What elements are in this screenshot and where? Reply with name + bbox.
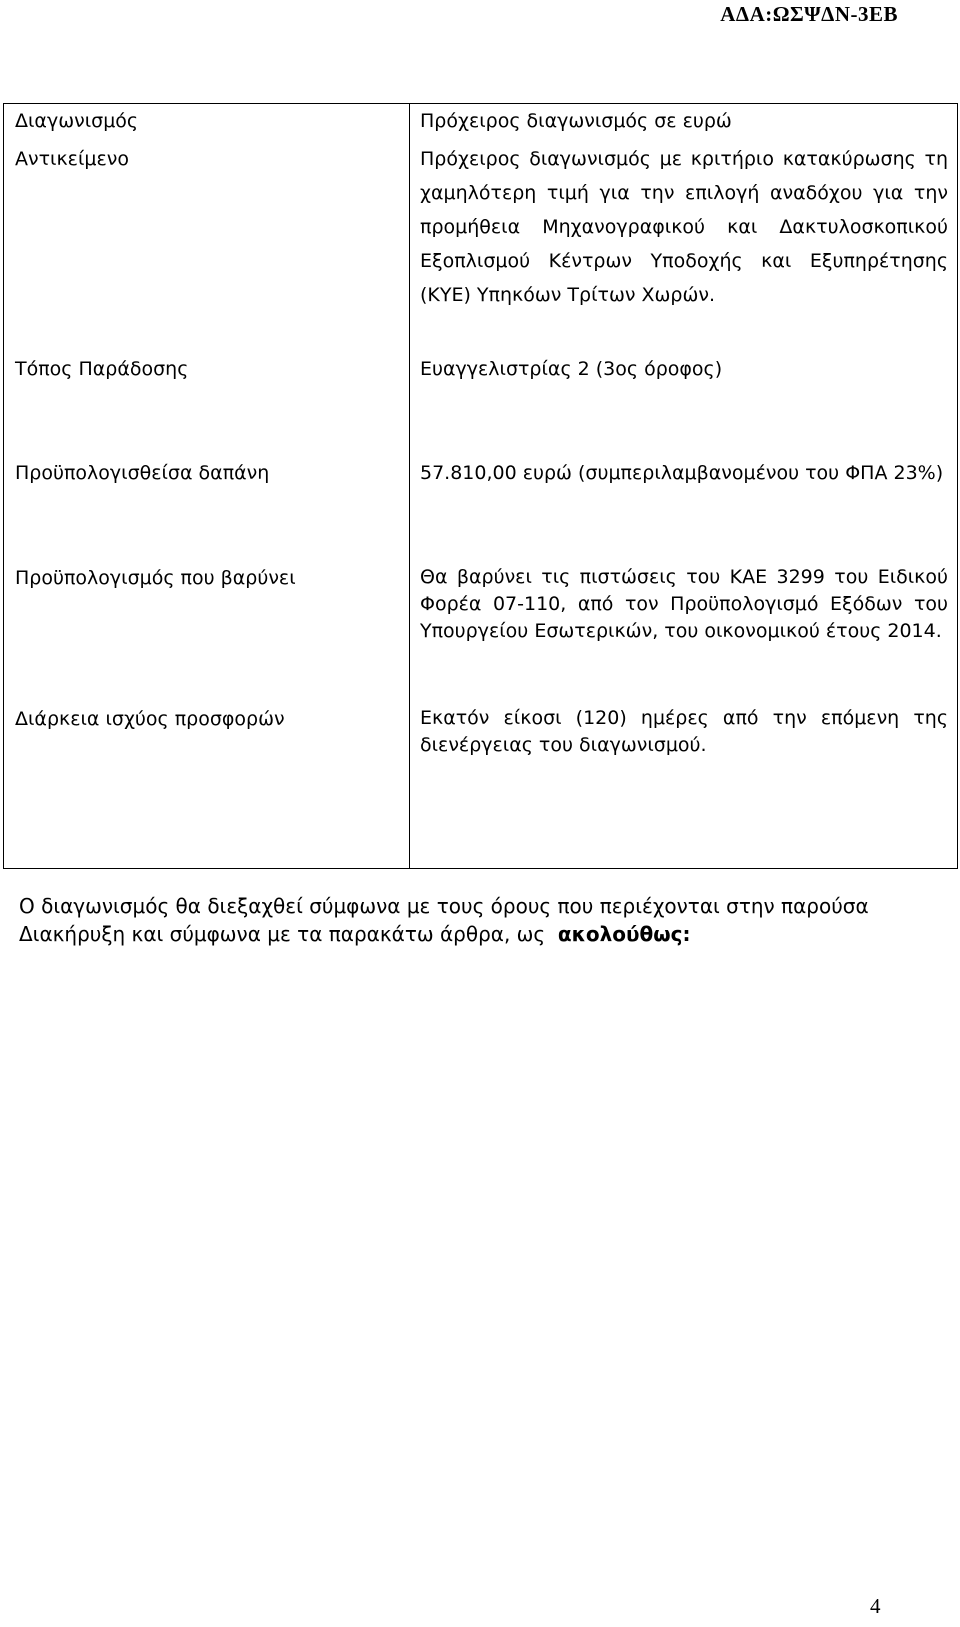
label-offer-validity: Διάρκεια ισχύος προσφορών (15, 708, 285, 730)
label-delivery-place: Τόπος Παράδοσης (15, 358, 189, 380)
value-offer-validity: Εκατόν είκοσι (120) ημέρες από την επόμενη της διενέργειας του διαγωνισμού. (420, 707, 948, 756)
label-tender: Διαγωνισμός (15, 110, 139, 132)
value-delivery-place: Ευαγγελιστρίας 2 (3ος όροφος) (420, 358, 723, 380)
column-divider (409, 104, 410, 868)
value-estimated-cost: 57.810,00 ευρώ (συμπεριλαμβανομένου του ΦΠΑ 23%) (420, 462, 944, 484)
closing-text: Ο διαγωνισμός θα διεξαχθεί σύμφωνα με τους όρους που περιέχονται στην παρούσα Διακήρυξη και σύμφωνα με τα παρακάτω άρθρα, ως (19, 894, 869, 946)
label-subject: Αντικείμενο (15, 148, 129, 170)
value-budget: Θα βαρύνει τις πιστώσεις του ΚΑΕ 3299 του Ειδικού Φορέα 07-110, από τον Προϋπολογισμό Εξόδων του Υπουργείου Εσωτερικών, του οικονομικού έτους 2014. (420, 566, 948, 642)
page-number: 4 (870, 1594, 881, 1618)
tender-info-table (3, 103, 958, 869)
label-budget: Προϋπολογισμός που βαρύνει (15, 567, 296, 589)
value-subject: Πρόχειρος διαγωνισμός με κριτήριο κατακύρωσης τη χαμηλότερη τιμή για την επιλογή αναδόχου για την προμήθεια Μηχανογραφικού και Δακτυλοσκοπικού Εξοπλισμού Κέντρων Υποδοχής και Εξυπηρέτησης (ΚΥΕ) Υπηκόων Τρίτων Χωρών. (420, 148, 948, 306)
closing-paragraph (19, 892, 919, 948)
closing-emphasis: ακολούθως: (557, 922, 691, 946)
label-estimated-cost: Προϋπολογισθείσα δαπάνη (15, 462, 270, 484)
value-tender: Πρόχειρος διαγωνισμός σε ευρώ (420, 110, 732, 132)
document-code: ΑΔΑ:ΩΣΨΔΝ-3ΕΒ (720, 2, 898, 26)
